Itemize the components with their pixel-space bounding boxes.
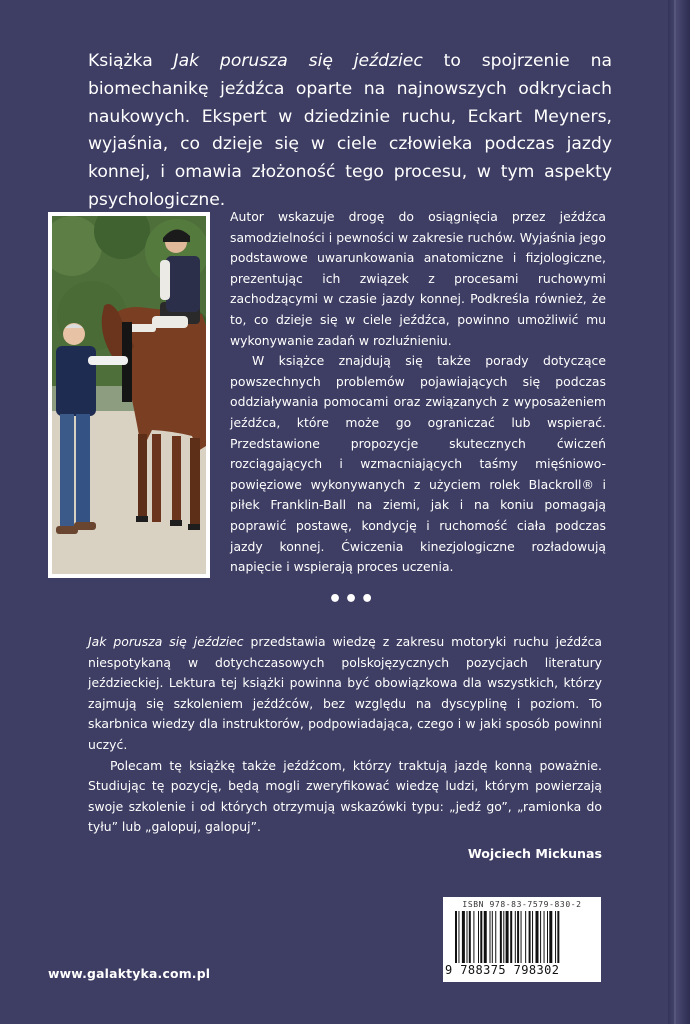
isbn-barcode [443,897,601,982]
barcode-bar [515,911,516,963]
barcode-bar [469,911,471,963]
isbn-label: ISBN 978-83-7579-830-2 [462,900,582,909]
book-title-italic: Jak porusza się jeździec [173,51,423,71]
quote-paragraph-1: Jak porusza się jeździec przedstawia wiedzę z zakresu motoryki ruchu jeźdźca niespotykaną w dotychczasowych polskojęzycznych pozycjach literatury jeździeckiej. Lektura tej książki powinna być obowiązkowa dla wszystkich, którzy zajmują się szkoleniem jeźdźców, bez względu na dyscyplinę i poziom. To skarbnica wiedzy dla instruktorów, podpowiadająca, czego i w jaki sposób powinni uczyć. [88,634,602,752]
barcode-bar [458,911,459,963]
book-spine [668,0,690,1024]
barcode-bar [525,911,526,963]
barcode-bar [462,911,465,963]
separator-dots: ••• [328,587,377,612]
barcode-bar [521,911,522,963]
barcode-bar [455,911,457,963]
intro-text [88,48,612,215]
rider-horse-photo [52,216,206,574]
quote-paragraph-2: Polecam tę książkę także jeźdźcom, którzy traktują jazdę konną poważnie. Studiując tę pozycję, będą mogli zweryfikować wiedzę ludzi, którym powierzają swoje szkolenie i od których otrzymują wskazówki typu: „jedź go”, „ramionka do tyłu” lub „galopuj, galopuj”. [88,757,602,835]
barcode-bar [490,911,491,963]
description-paragraph-1: Autor wskazuje drogę do osiągnięcia przez jeźdźca samodzielności i pewności w zakresie ruchów. Wyjaśnia jego podstawowe uwarunkowania anatomiczne i fizjologiczne, prezentując ich związek z procesami ruchowymi zachodzącymi w czasie jazdy konnej. Podkreśla również, że to, co dzieje się w ciele jeźdźca, powinno umożliwić mu wykonywanie zadań w rozluźnieniu. [230,209,606,348]
barcode-bar [492,911,493,963]
barcode-bar [517,911,519,963]
barcode-bar [529,911,531,963]
barcode-bar [467,911,468,963]
barcode-bar [495,911,496,963]
barcode-bar [503,911,504,963]
barcode-bars [455,911,589,963]
spine-edge [674,0,676,1024]
barcode-bar [549,911,552,963]
quote-book-title: Jak porusza się jeździec [88,634,244,649]
ean-digits: 9 788375 798302 [445,963,560,977]
barcode-bar [547,911,548,963]
barcode-bar [473,911,474,963]
barcode-bar [480,911,482,963]
publisher-website: www.galaktyka.com.pl [48,966,211,981]
barcode-bar [510,911,512,963]
barcode-bar [557,911,559,963]
description-column [230,207,606,578]
quote-author: Wojciech Mickunas [467,846,602,861]
barcode-bar [478,911,479,963]
barcode-bar [544,911,545,963]
barcode-bar [536,911,539,963]
barcode-bar [500,911,502,963]
review-quote [88,632,602,838]
barcode-bar [506,911,509,963]
barcode-bar [555,911,556,963]
description-paragraph-2: W książce znajdują się także porady dotyczące powszechnych problemów pojawiających się podczas oddziaływania pomocami oraz związanych z wyposażeniem jeźdźca, które może go ograniczać lub wspierać. Przedstawione propozycje skutecznych ćwiczeń rozciągających i wzmacniających taśmy mięśniowo-powięziowe wykonywanych z użyciem rolek Blackroll® i piłek Franklin-Ball na ziemi, jak i na koniu pomagają poprawić postawę, kondycję i ruchomość ciała podczas jazdy konnej. Ćwiczenia kinezjologiczne rozładowują napięcie i wspierają proces uczenia. [230,353,606,575]
intro-paragraph: Książka Jak porusza się jeździec to spojrzenie na biomechanikę jeźdźca oparte na najnowszych odkryciach naukowych. Ekspert w dziedzinie ruchu, Eckart Meyners, wyjaśnia, co dzieje się w ciele człowieka podczas jazdy konnej, i omawia złożoność tego procesu, w tym aspekty psychologiczne. [88,51,612,210]
barcode-bar [484,911,487,963]
barcode-bar [532,911,533,963]
barcode-bar [540,911,541,963]
cover-photo [48,212,210,578]
